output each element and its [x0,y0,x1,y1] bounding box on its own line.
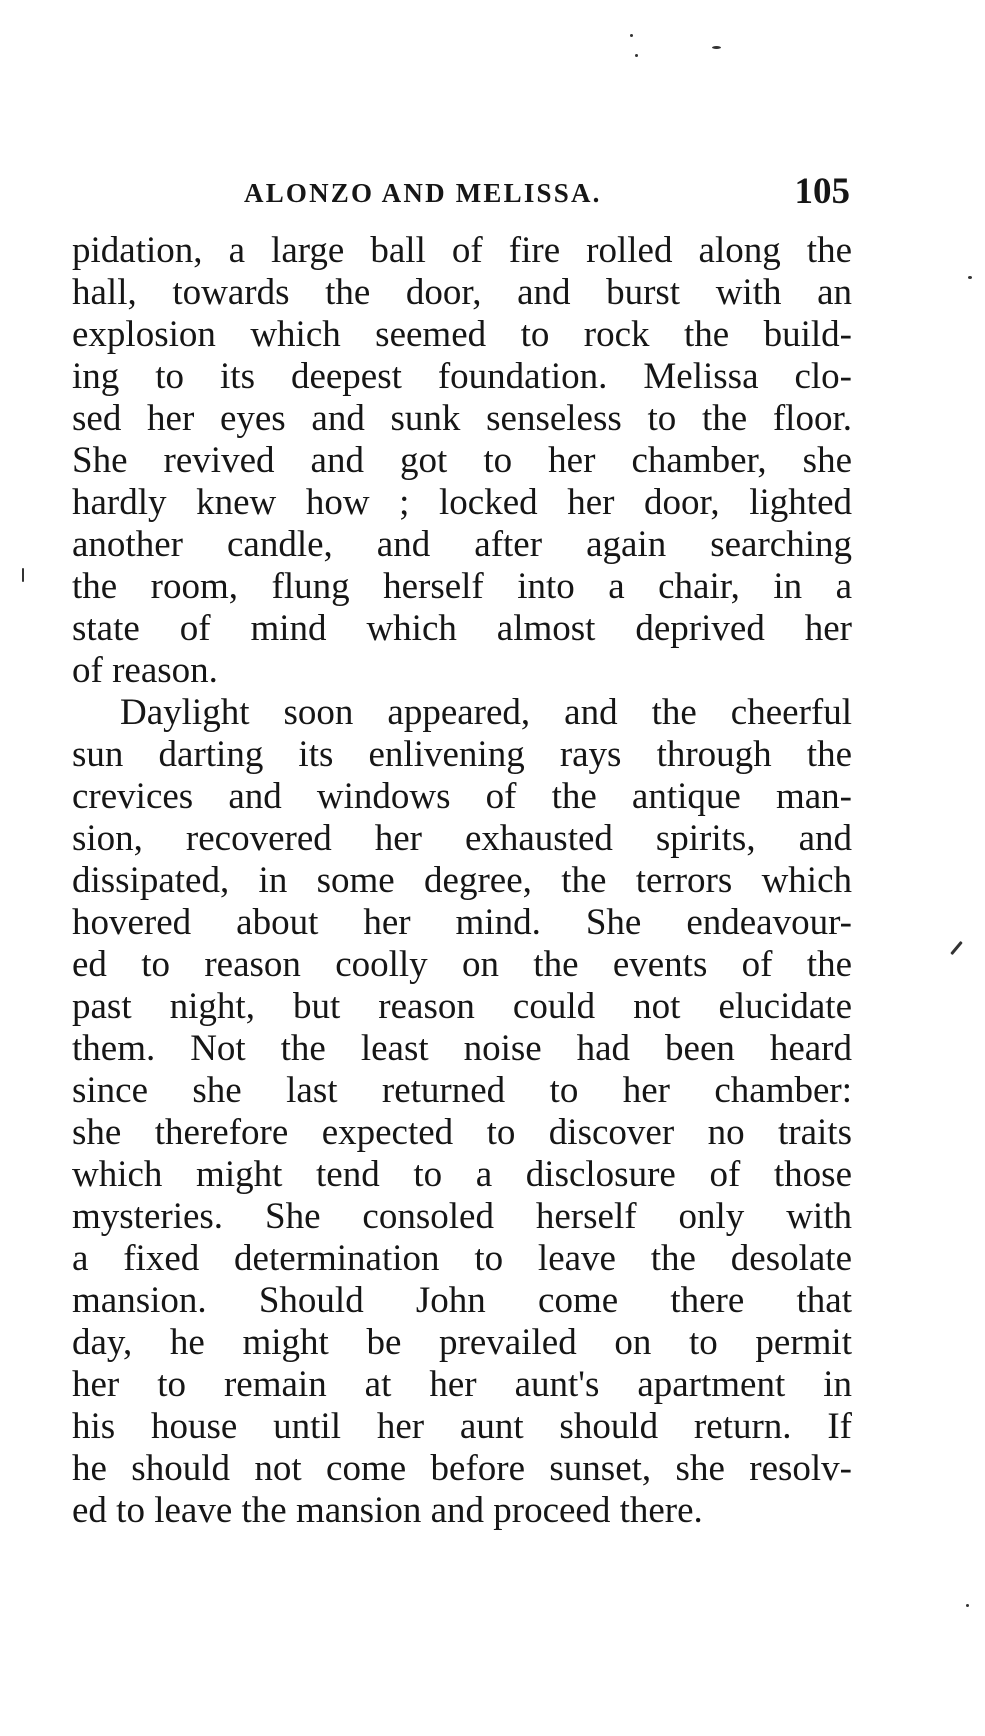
page-number: 105 [794,171,850,212]
ink-speck [968,276,972,279]
text-line: another candle, and after again searching [72,524,852,565]
text-line: dissipated, in some degree, the terrors which [72,860,852,901]
text-line: hardly knew how ; locked her door, lighted [72,482,852,523]
text-line: the room, flung herself into a chair, in a [72,566,852,607]
text-line: past night, but reason could not elucidate [72,986,852,1027]
text-line: since she last returned to her chamber: [72,1070,852,1111]
text-line: Daylight soon appeared, and the cheerful [120,692,852,733]
text-line: his house until her aunt should return. If [72,1406,852,1447]
text-line: crevices and windows of the antique man- [72,776,852,817]
ink-speck [630,34,633,37]
ink-speck [22,568,24,582]
text-line: hall, towards the door, and burst with an [72,272,852,313]
ink-speck [966,1604,969,1607]
text-line: explosion which seemed to rock the build- [72,314,852,355]
text-line: of reason. [72,650,218,691]
text-line: mansion. Should John come there that [72,1280,852,1321]
text-line: state of mind which almost deprived her [72,608,852,649]
text-line: pidation, a large ball of fire rolled along the [72,230,852,271]
ink-speck [950,941,963,955]
text-line: sion, recovered her exhausted spirits, and [72,818,852,859]
ink-speck [712,46,721,49]
text-line: She revived and got to her chamber, she [72,440,852,481]
running-head-title: ALONZO AND MELISSA. [244,178,602,208]
text-line: her to remain at her aunt's apartment in [72,1364,852,1405]
text-line: sed her eyes and sunk senseless to the floor. [72,398,852,439]
text-line: day, he might be prevailed on to permit [72,1322,852,1363]
text-line: she therefore expected to discover no traits [72,1112,852,1153]
text-line: he should not come before sunset, she resolv- [72,1448,852,1489]
text-line: them. Not the least noise had been heard [72,1028,852,1069]
text-line: ed to leave the mansion and proceed there. [72,1490,703,1531]
running-head [240,170,850,220]
text-line: ed to reason coolly on the events of the [72,944,852,985]
ink-speck [635,54,638,57]
text-line: hovered about her mind. She endeavour- [72,902,852,943]
text-line: which might tend to a disclosure of those [72,1154,852,1195]
body-text [72,230,852,1532]
text-line: a fixed determination to leave the desolate [72,1238,852,1279]
text-line: sun darting its enlivening rays through the [72,734,852,775]
text-line: ing to its deepest foundation. Melissa clo- [72,356,852,397]
text-line: mysteries. She consoled herself only with [72,1196,852,1237]
